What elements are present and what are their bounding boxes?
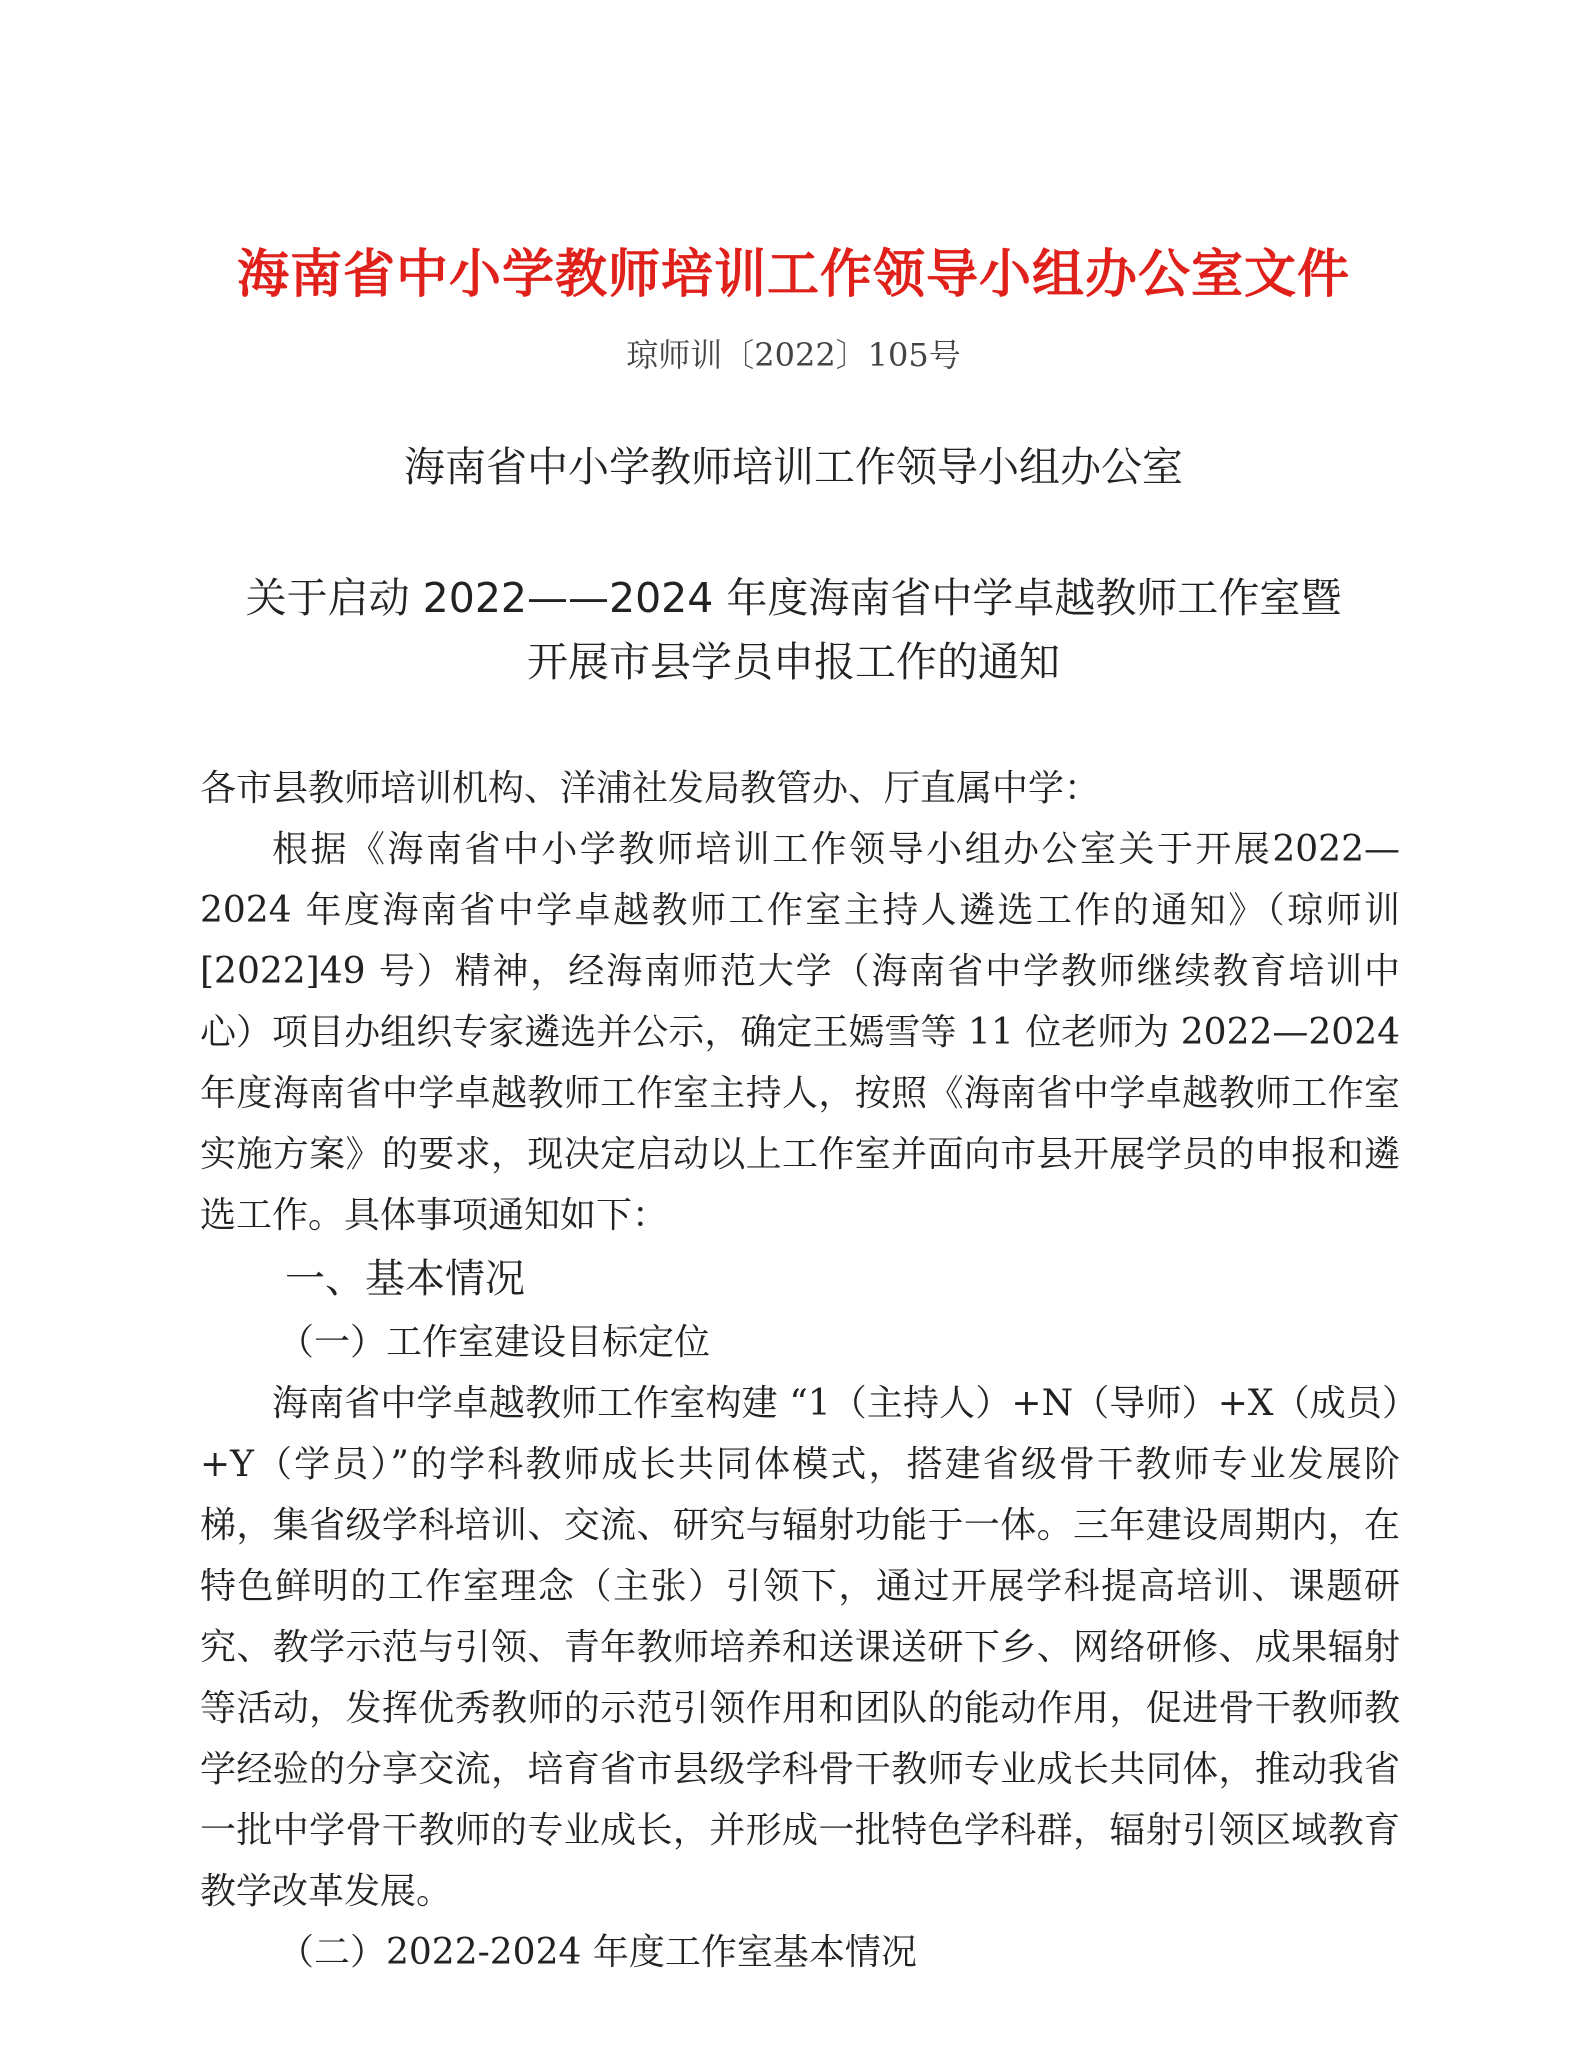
document-number: 琼师训〔2022〕105号 bbox=[626, 336, 961, 374]
document-body bbox=[200, 758, 1400, 1983]
issuer-name: 海南省中小学教师培训工作领导小组办公室 bbox=[404, 443, 1183, 491]
section-heading-1: 一、基本情况 bbox=[285, 1256, 525, 1302]
subsection-heading-2: （二）2022-2024 年度工作室基本情况 bbox=[278, 1932, 917, 1973]
body-paragraph-1: 根据《海南省中小学教师培训工作领导小组办公室关于开展2022—2024 年度海南省中学卓越教师工作室主持人遴选工作的通知》（琼师训[2022]49 号）精神，经海南师范大学（海南省中学教师继续教育培训中心）项目办组织专家遴选并公示，确定王嫣雪等 11 位老师为 2022—2024 年度海南省中学卓越教师工作室主持人，按照《海南省中学卓越教师工作室实施方案》的要求，现决定启动以上工作室并面向市县开展学员的申报和遴选工作。具体事项通知如下： bbox=[200, 829, 1400, 1236]
subsection-heading-1: （一）工作室建设目标定位 bbox=[278, 1322, 711, 1363]
document-header-title: 海南省中小学教师培训工作领导小组办公室文件 bbox=[236, 244, 1350, 305]
notice-title-line-1: 关于启动 2022——2024 年度海南省中学卓越教师工作室暨 bbox=[245, 574, 1342, 622]
notice-title bbox=[0, 566, 1587, 694]
body-paragraph-2: 海南省中学卓越教师工作室构建 “1（主持人）+N（导师）+X（成员）+Y（学员）”的学科教师成长共同体模式，搭建省级骨干教师专业发展阶梯，集省级学科培训、交流、研究与辐射功能于一体。三年建设周期内，在特色鲜明的工作室理念（主张）引领下，通过开展学科提高培训、课题研究、教学示范与引领、青年教师培养和送课送研下乡、网络研修、成果辐射等活动，发挥优秀教师的示范引领作用和团队的能动作用，促进骨干教师教学经验的分享交流，培育省市县级学科骨干教师专业成长共同体，推动我省一批中学骨干教师的专业成长，并形成一批特色学科群，辐射引领区域教育教学改革发展。 bbox=[200, 1383, 1400, 1912]
notice-title-line-2: 开展市县学员申报工作的通知 bbox=[527, 638, 1060, 686]
salutation: 各市县教师培训机构、洋浦社发局教管办、厅直属中学： bbox=[200, 768, 1101, 809]
